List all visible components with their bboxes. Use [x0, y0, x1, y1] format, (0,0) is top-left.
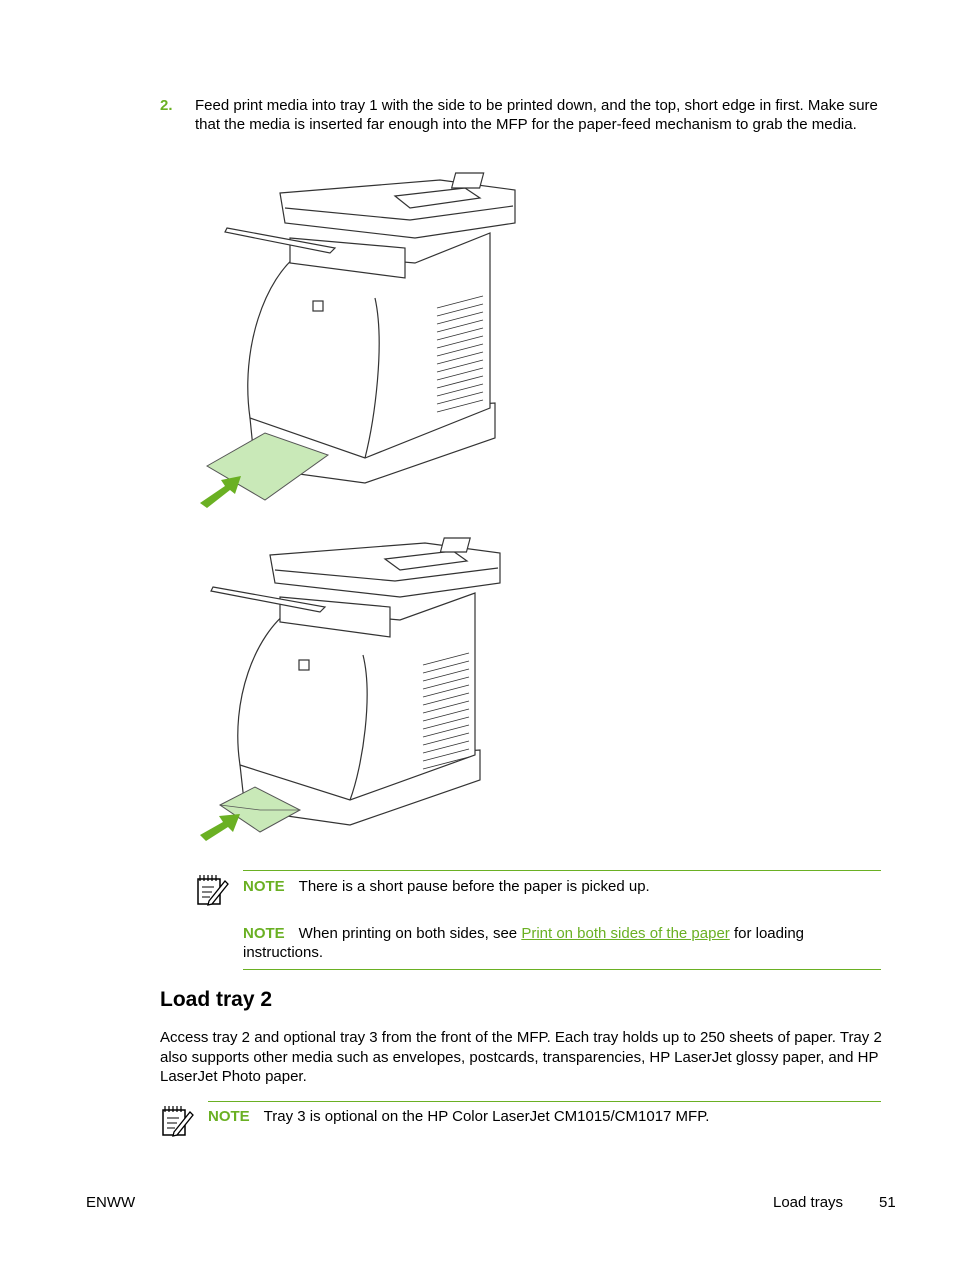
note-top-rule	[243, 870, 881, 871]
duplex-link[interactable]: Print on both sides of the paper	[521, 925, 730, 942]
note-text: Tray 3 is optional on the HP Color LaserJet CM1015/CM1017 MFP.	[263, 1108, 710, 1125]
section-title: Load tray 2	[160, 988, 273, 1011]
footer-section: Load trays	[773, 1194, 844, 1211]
note-label: NOTE	[243, 925, 285, 942]
note-icon	[195, 873, 229, 907]
note-label: NOTE	[208, 1108, 250, 1125]
note-icon	[160, 1104, 194, 1138]
step-number: 2.	[160, 97, 173, 114]
footer-left: ENWW	[86, 1194, 136, 1211]
note-duplex	[243, 924, 881, 962]
printer-illustration-paper	[195, 168, 525, 508]
section-paragraph: Access tray 2 and optional tray 3 from the front of the MFP. Each tray holds up to 250 sheets of paper. Tray 2 also supports other media such as envelopes, postcards, transparencies, HP LaserJet glossy paper, and HP LaserJet Photo paper.	[160, 1029, 882, 1085]
page-number: 51	[879, 1194, 896, 1211]
note-pause	[243, 877, 881, 896]
note-tray3	[208, 1107, 881, 1126]
note-label: NOTE	[243, 878, 285, 895]
step-text: Feed print media into tray 1 with the side to be printed down, and the top, short edge in first. Make sure that the media is inserted far enough into the MFP for the paper-feed mechanism to grab the media.	[195, 97, 878, 133]
note-top-rule	[208, 1101, 881, 1102]
note-text-before: When printing on both sides, see	[298, 925, 522, 942]
printer-illustration-envelope	[195, 535, 505, 850]
note-text-after: for loading instructions.	[243, 925, 805, 961]
note-bottom-rule	[243, 969, 881, 970]
note-text: There is a short pause before the paper is picked up.	[298, 878, 650, 895]
